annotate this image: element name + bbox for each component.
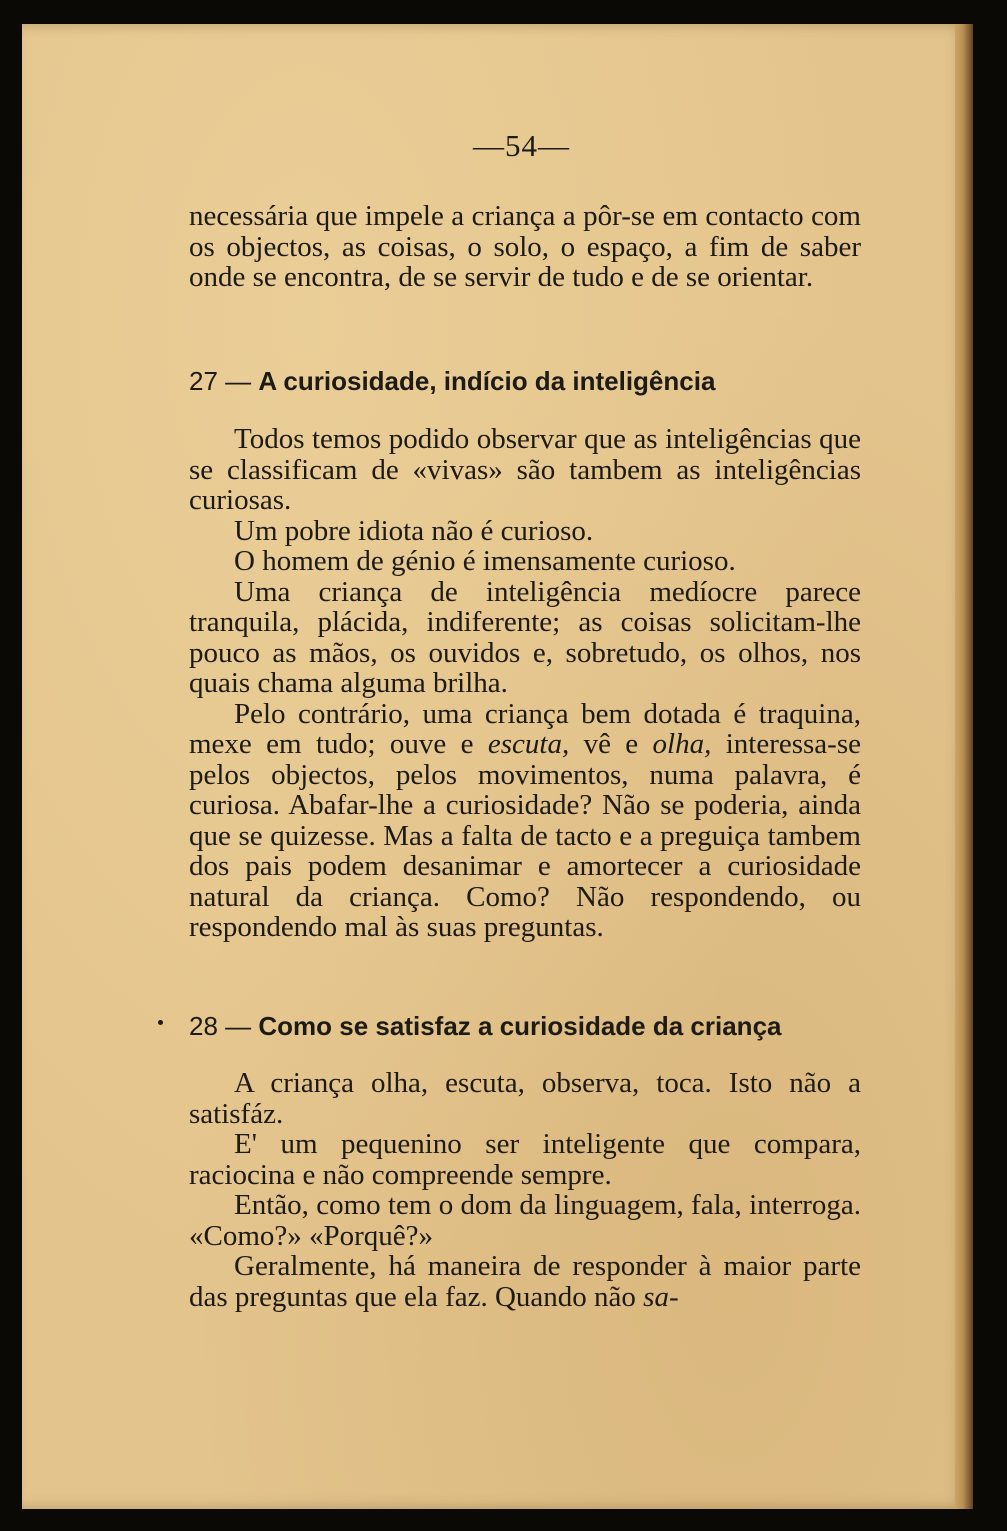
section-27-body	[189, 424, 861, 943]
paragraph: O homem de génio é imensamente curioso.	[234, 545, 736, 577]
italic-word: olha,	[652, 728, 712, 760]
section-number: 27 —	[189, 366, 252, 396]
paragraph: Uma criança de inteligência medíocre parece tranquila, plácida, indiferente; as coisas solicitam-lhe pouco as mãos, os ouvidos e, sobretudo, os olhos, nos quais chama alguma brilha.	[189, 575, 861, 699]
paragraph	[189, 699, 861, 943]
section-28-heading	[189, 1011, 869, 1042]
paragraph: Todos temos podido observar que as inteligências que se classificam de «vivas» são tambem as inteligências curiosas.	[189, 423, 861, 516]
section-27-heading	[189, 366, 869, 397]
paragraph: Então, como tem o dom da linguagem, fala, interroga. «Como?» «Porquê?»	[189, 1189, 861, 1252]
italic-word: sa-	[643, 1280, 679, 1313]
paragraph: Um pobre idiota não é curioso.	[234, 514, 594, 547]
text-run: vê e	[569, 728, 653, 760]
paragraph	[189, 1251, 861, 1312]
section-title: Como se satisfaz a curiosidade da criança	[258, 1011, 782, 1041]
paragraph: necessária que impele a criança a pôr-se em contacto com os objectos, as coisas, o solo, o espaço, a fim de saber onde se encontra, de se servir de tudo e de se orientar.	[189, 200, 861, 293]
book-spine	[955, 24, 973, 1509]
italic-word: escuta,	[487, 728, 570, 760]
margin-dot	[158, 1020, 163, 1025]
text-run: interessa-se pelos objectos, pelos movimentos, numa palavra, é curiosa. Abafar-lhe a curiosidade? Não se poderia, ainda que se quizesse. Mas a falta de tacto e a preguiça tambem dos pais podem desanimar e amortecer a curiosidade natural da criança. Como? Não respondendo, ou respondendo mal às suas preguntas.	[189, 728, 861, 943]
section-28-body	[189, 1068, 861, 1312]
intro-paragraph	[189, 201, 861, 293]
paragraph: E' um pequenino ser inteligente que compara, raciocina e não compreende sempre.	[189, 1128, 861, 1191]
page-number: —54—	[473, 128, 570, 163]
text-run: Pelo contrário, uma criança bem dotada é traquina, mexe em tudo; ouve e	[189, 697, 861, 760]
text-run: Geralmente, há maneira de responder à maior parte das preguntas que ela faz. Quando não	[189, 1250, 861, 1313]
paragraph: A criança olha, escuta, observa, toca. Isto não a satisfáz.	[189, 1067, 861, 1130]
section-number: 28 —	[189, 1011, 252, 1041]
section-title: A curiosidade, indício da inteligência	[258, 366, 716, 396]
